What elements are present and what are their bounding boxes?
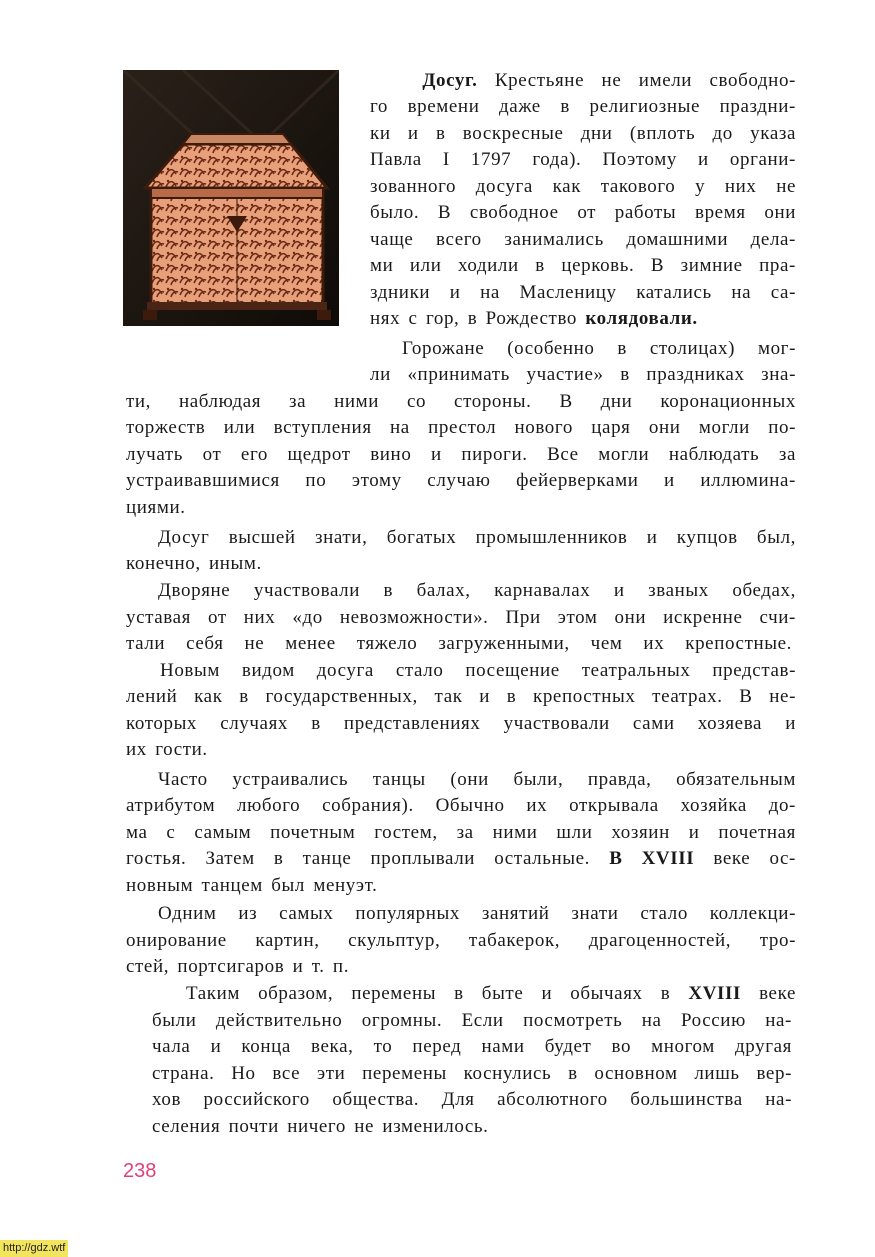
page-number: 238 xyxy=(123,1160,157,1182)
para-1-line-7: чаще всего занимались домашними дела- xyxy=(370,229,796,250)
para-6-line-1: Часто устраивались танцы (они были, правда, обязательным xyxy=(158,769,796,790)
para-6-line-5: новным танцем был менуэт. xyxy=(126,875,378,896)
para-2-line-2: ли «принимать участие» в праздниках зна- xyxy=(370,364,796,385)
chest-illustration xyxy=(123,70,339,326)
para-4-line-3: тали себя не менее тяжело загруженными, чем их крепостные. xyxy=(126,633,792,654)
para-8-line-2: были действительно огромны. Если посмотреть на Россию на- xyxy=(152,1010,792,1031)
para-4-line-1: Дворяне участвовали в балах, карнавалах и званых обедах, xyxy=(158,580,796,601)
para-1-line-8: ми или ходили в церковь. В зимние пра- xyxy=(370,255,796,276)
text-span: Таким образом, перемены в быте и обычаях в xyxy=(186,983,671,1004)
para-1-line-6: было. В свободное от работы время они xyxy=(370,202,796,223)
para-1-line-3: ки и в воскресные дни (вплоть до указа xyxy=(370,123,796,144)
term-kolyadovali: колядовали. xyxy=(585,308,698,329)
text-span: гостья. Затем в танце проплывали остальные. xyxy=(126,848,591,869)
text-span: веке xyxy=(759,983,796,1004)
para-8-line-3: чала и конца века, то перед нами будет во многом другая xyxy=(152,1036,792,1057)
text-span: нях с гор, в Рождество xyxy=(370,308,577,329)
para-3-line-2: конечно, иным. xyxy=(126,553,262,574)
para-2-line-7: циями. xyxy=(126,497,186,518)
para-7-line-3: стей, портсигаров и т. п. xyxy=(126,956,350,977)
para-1-line-9: здники и на Масленицу катались на са- xyxy=(370,282,796,303)
para-7-line-1: Одним из самых популярных занятий знати стало коллекци- xyxy=(158,903,796,924)
para-5-line-1: Новым видом досуга стало посещение театральных представ- xyxy=(160,660,796,681)
para-2-line-3: ти, наблюдая за ними со стороны. В дни коронационных xyxy=(126,391,796,412)
para-1-line-10 xyxy=(370,306,750,332)
heading-dosug: Досуг. xyxy=(422,70,478,91)
para-2-line-4: торжеств или вступления на престол нового царя они могли по- xyxy=(126,417,796,438)
para-6-line-4 xyxy=(126,846,796,872)
text-span: Крестьяне не имели свободно- xyxy=(494,70,796,91)
para-8-line-5: хов российского общества. Для абсолютного большинства на- xyxy=(152,1089,792,1110)
para-1-line-1 xyxy=(370,68,796,94)
para-8-line-1 xyxy=(186,981,796,1007)
para-8-line-6: селения почти ничего не изменилось. xyxy=(152,1116,489,1137)
para-1-line-2: го времени даже в религиозные праздни- xyxy=(370,96,796,117)
para-2-line-6: устраивавшимися по этому случаю фейерверками и иллюмина- xyxy=(126,470,796,491)
para-7-line-2: онирование картин, скульптур, табакерок, драгоценностей, тро- xyxy=(126,930,796,951)
para-3-line-1: Досуг высшей знати, богатых промышленников и купцов был, xyxy=(158,527,796,548)
para-6-line-2: атрибутом любого собрания). Обычно их открывала хозяйка до- xyxy=(126,795,796,816)
century-xviii-2: XVIII xyxy=(688,983,742,1004)
para-5-line-4: их гости. xyxy=(126,739,208,760)
para-8-line-4: страна. Но все эти перемены коснулись в основном лишь вер- xyxy=(152,1063,792,1084)
century-xviii: В XVIII xyxy=(609,848,695,869)
para-4-line-2: уставая от них «до невозможности». При этом они искренне счи- xyxy=(126,607,796,628)
text-span: веке ос- xyxy=(713,848,796,869)
para-5-line-3: которых случаях в представлениях участвовали сами хозяева и xyxy=(126,713,796,734)
para-2-line-5: лучать от его щедрот вино и пироги. Все могли наблюдать за xyxy=(126,444,796,465)
para-1-line-4: Павла I 1797 года). Поэтому и органи- xyxy=(370,149,796,170)
carved-chest-photo xyxy=(123,70,339,326)
para-2-line-1: Горожане (особенно в столицах) мог- xyxy=(402,338,796,359)
watermark-link[interactable]: http://gdz.wtf xyxy=(0,1240,68,1257)
para-6-line-3: ма с самым почетным гостем, за ними шли хозяин и почетная xyxy=(126,822,796,843)
para-1-line-5: зованного досуга как такового у них не xyxy=(370,176,796,197)
para-5-line-2: лений как в государственных, так и в крепостных театрах. В не- xyxy=(126,686,796,707)
